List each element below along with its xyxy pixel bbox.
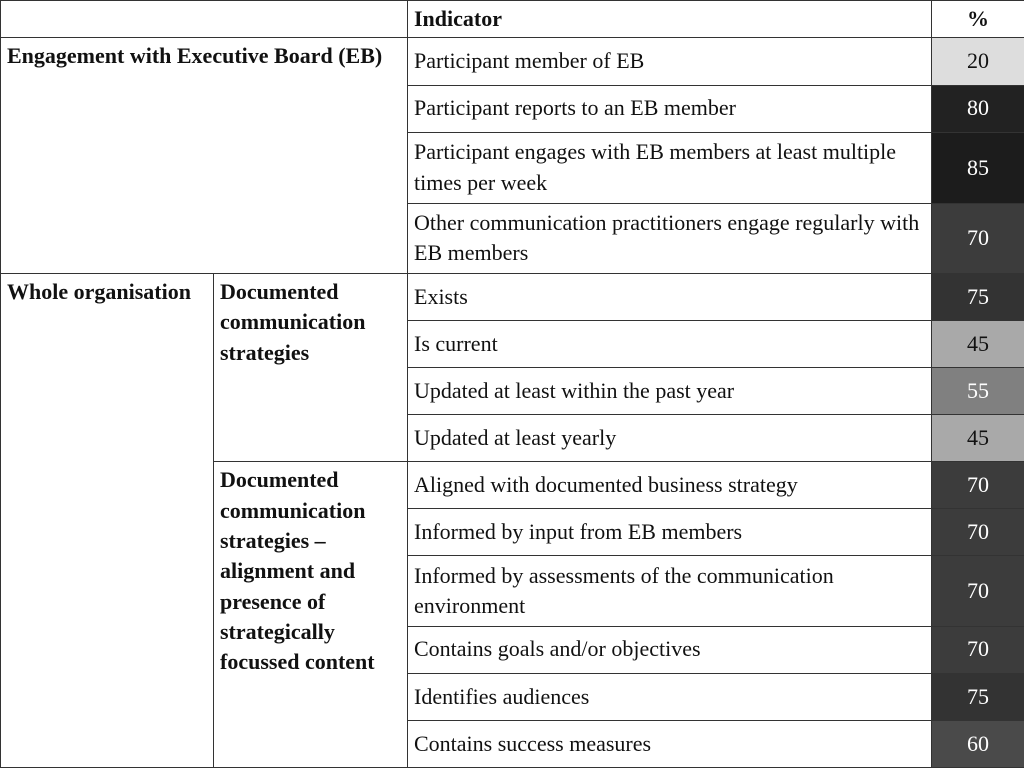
percent-cell: 20 xyxy=(932,38,1024,85)
header-empty-cell xyxy=(1,1,408,38)
indicator-cell: Participant member of EB xyxy=(408,38,932,85)
indicator-cell: Other communication practitioners engage regularly with EB members xyxy=(408,203,932,273)
percent-cell: 70 xyxy=(932,509,1024,556)
percent-cell: 75 xyxy=(932,273,1024,320)
indicator-cell: Is current xyxy=(408,321,932,368)
table-row xyxy=(1,273,1024,320)
indicator-cell: Participant reports to an EB member xyxy=(408,85,932,132)
percent-cell: 70 xyxy=(932,462,1024,509)
group-whole-organisation: Whole organisation xyxy=(1,273,214,767)
subgroup-documented-alignment: Documented communication strategies – alignment and presence of strategically focussed content xyxy=(214,462,408,768)
percent-cell: 45 xyxy=(932,415,1024,462)
header-row xyxy=(1,1,1024,38)
indicator-cell: Identifies audiences xyxy=(408,673,932,720)
group-engagement-eb: Engagement with Executive Board (EB) xyxy=(1,38,408,273)
percent-cell: 55 xyxy=(932,368,1024,415)
percent-header: % xyxy=(932,1,1024,38)
indicator-cell: Contains success measures xyxy=(408,720,932,767)
indicator-cell: Informed by input from EB members xyxy=(408,509,932,556)
subgroup-documented-strategies: Documented communication strategies xyxy=(214,273,408,461)
indicator-cell: Participant engages with EB members at least multiple times per week xyxy=(408,132,932,203)
indicator-cell: Exists xyxy=(408,273,932,320)
indicator-cell: Updated at least yearly xyxy=(408,415,932,462)
percent-cell: 45 xyxy=(932,321,1024,368)
percent-cell: 70 xyxy=(932,203,1024,273)
percent-cell: 85 xyxy=(932,132,1024,203)
table-row xyxy=(1,38,1024,85)
indicator-cell: Contains goals and/or objectives xyxy=(408,626,932,673)
indicator-cell: Aligned with documented business strategy xyxy=(408,462,932,509)
percent-cell: 70 xyxy=(932,556,1024,626)
percent-cell: 70 xyxy=(932,626,1024,673)
indicator-cell: Informed by assessments of the communication environment xyxy=(408,556,932,626)
percent-cell: 75 xyxy=(932,673,1024,720)
percent-cell: 80 xyxy=(932,85,1024,132)
percent-cell: 60 xyxy=(932,720,1024,767)
indicator-cell: Updated at least within the past year xyxy=(408,368,932,415)
indicator-header: Indicator xyxy=(408,1,932,38)
